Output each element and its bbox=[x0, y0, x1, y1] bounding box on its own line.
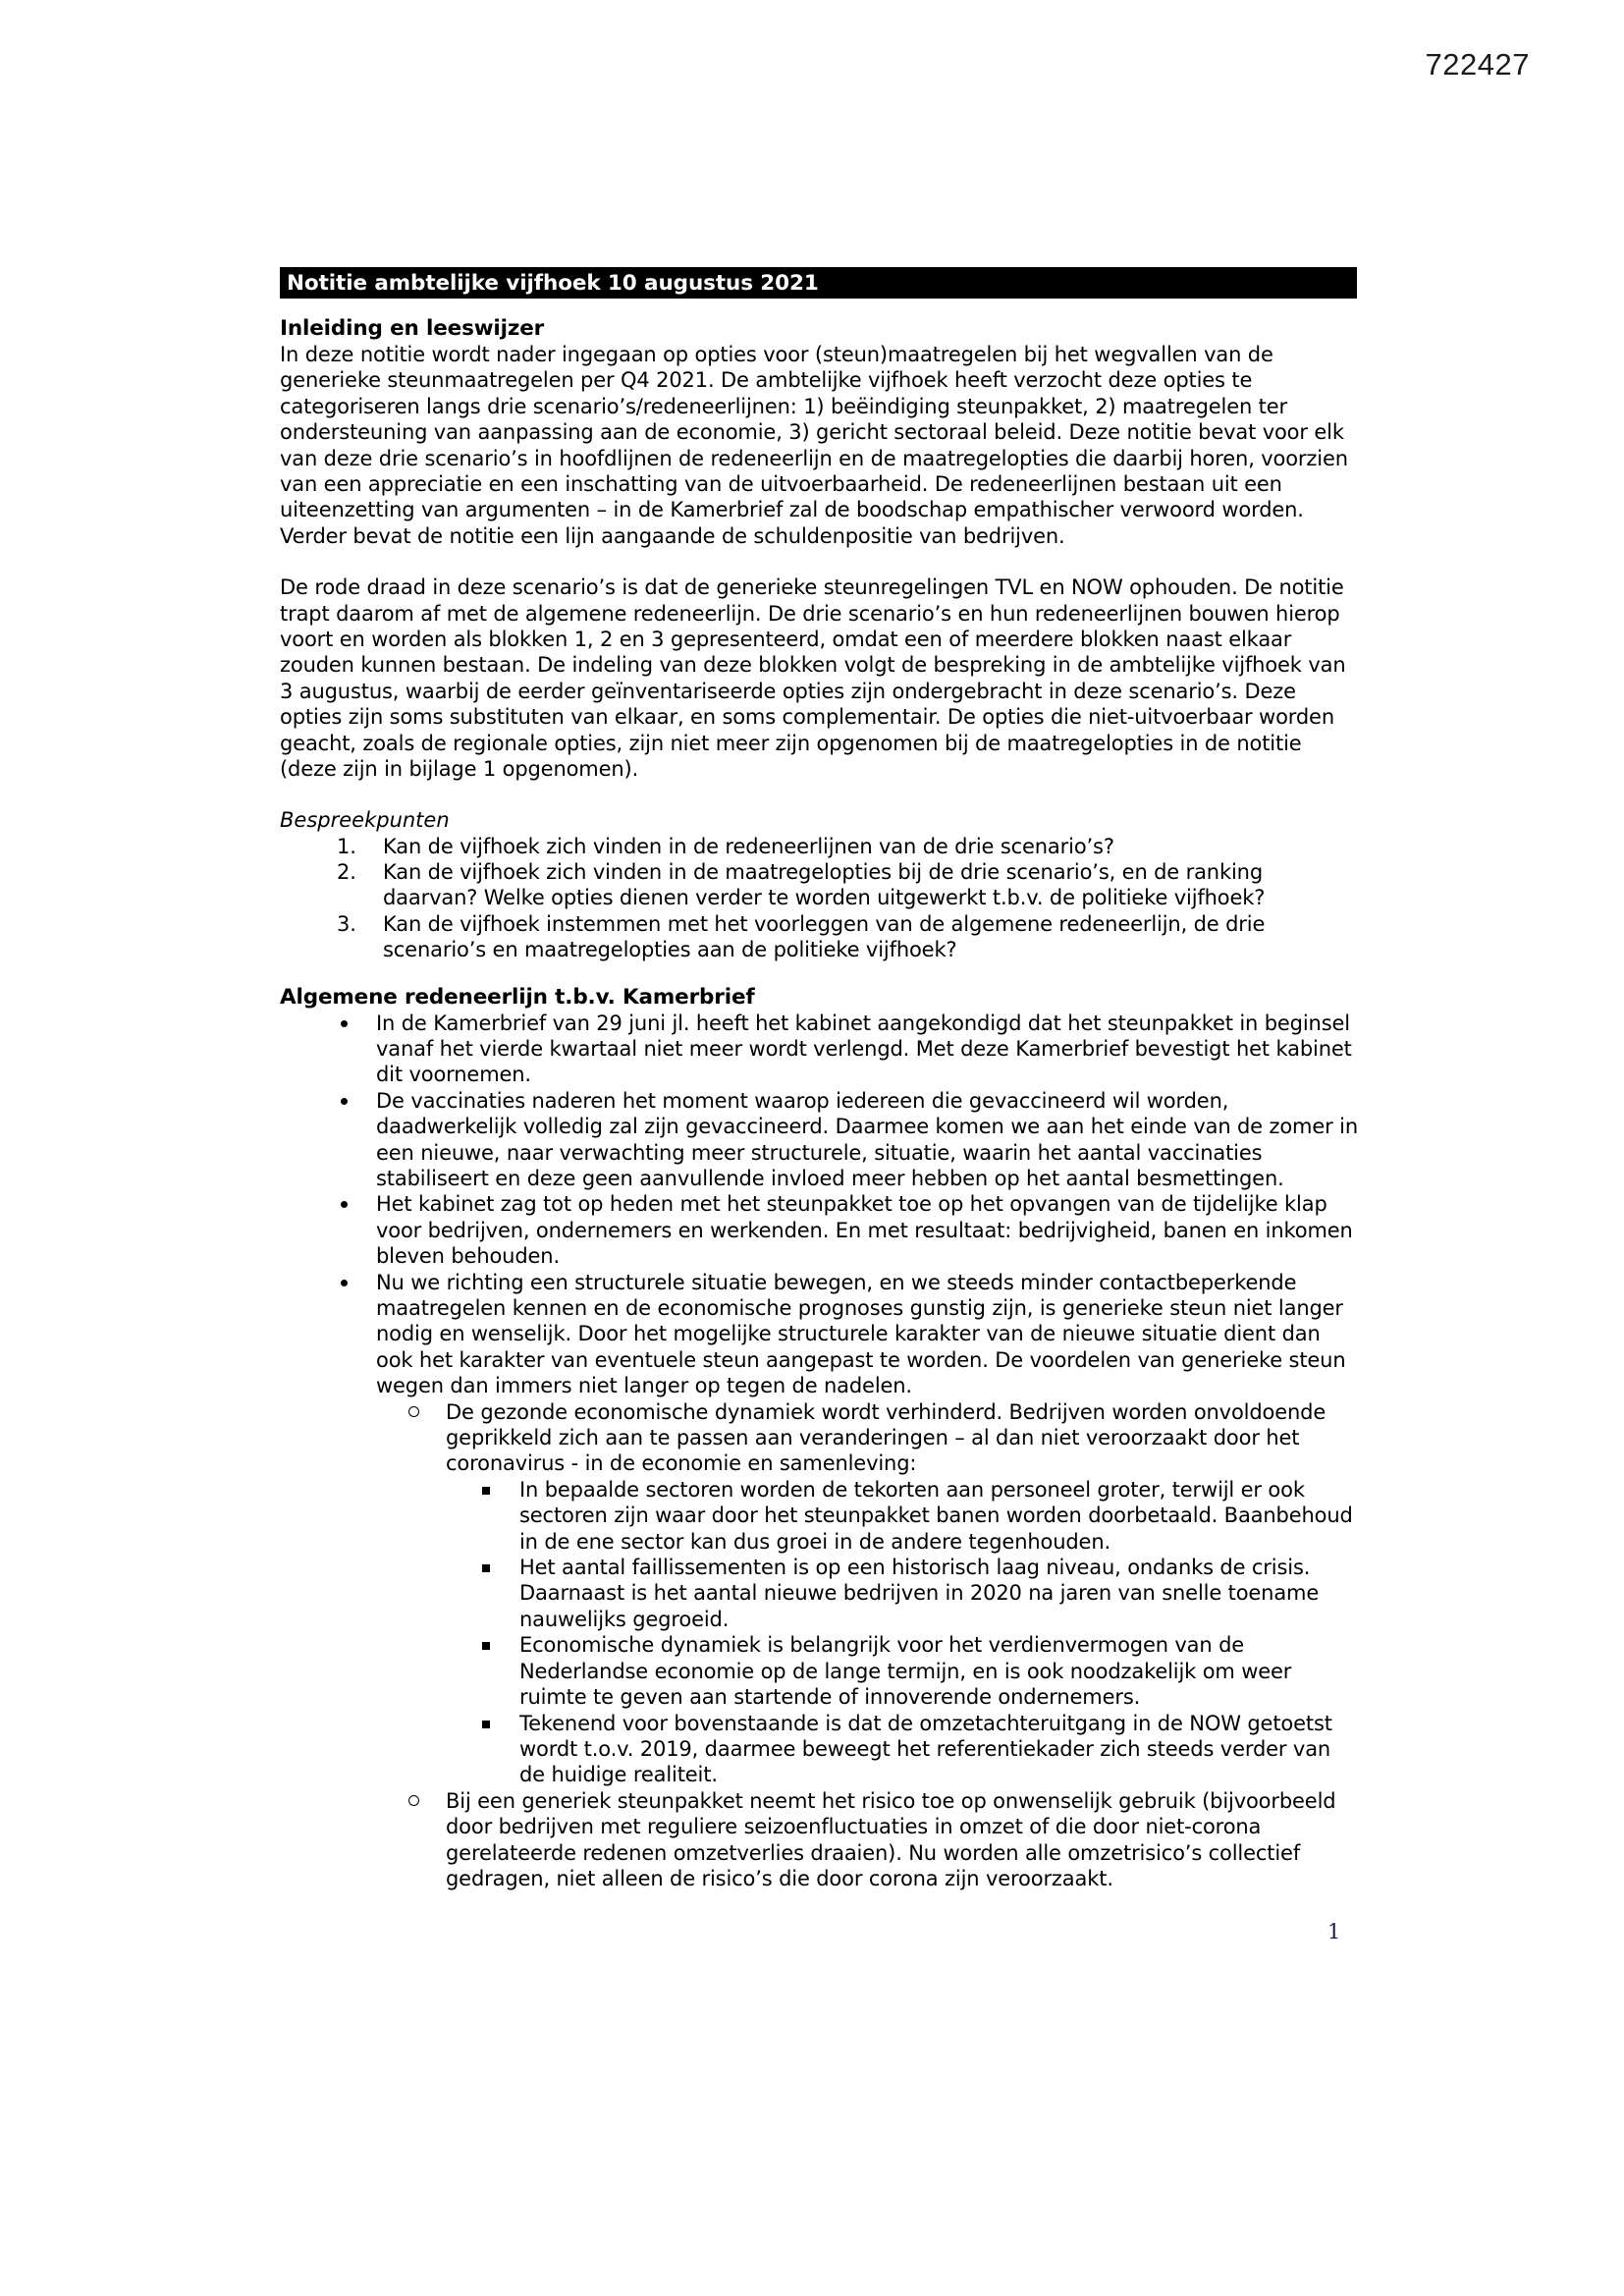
bullet-item bbox=[280, 1011, 1360, 1088]
list-item-text: Kan de vijfhoek zich vinden in de redeneerlijnen van de drie scenario’s? bbox=[383, 834, 1114, 858]
bespreekpunten-list bbox=[280, 834, 1360, 963]
bullet-item bbox=[280, 1270, 1360, 1399]
bullet-square-icon bbox=[482, 1642, 490, 1650]
sub-sub-bullet-text: Economische dynamiek is belangrijk voor het verdienvermogen van de Nederlandse economie op de lange termijn, en is ook noodzakelijk om weer ruimte te geven aan startende of innoverende ondernemers. bbox=[519, 1633, 1292, 1710]
list-item-number: 3. bbox=[337, 911, 356, 936]
bullet-disc-icon bbox=[341, 1020, 348, 1027]
algemene-redeneerlijn-bullets bbox=[280, 1011, 1360, 1892]
document-stamp-number: 722427 bbox=[1425, 47, 1530, 82]
sub-sub-bullet-item bbox=[280, 1632, 1360, 1710]
sub-sub-bullet-text: In bepaalde sectoren worden de tekorten aan personeel groter, terwijl er ook sectoren zijn waar door het steunpakket banen worden doorbetaald. Baanbehoud in de ene sector kan dus groei in de andere tegenhouden. bbox=[519, 1477, 1353, 1554]
sub-bullet-text: De gezonde economische dynamiek wordt verhinderd. Bedrijven worden onvoldoende geprikkeld zich aan te passen aan veranderingen – al dan niet veroorzaakt door het coronavirus - in de economie en samenleving: bbox=[446, 1399, 1326, 1476]
bullet-square-icon bbox=[482, 1564, 490, 1572]
list-item bbox=[280, 834, 1360, 859]
heading-inleiding: Inleiding en leeswijzer bbox=[280, 316, 545, 341]
sub-bullet-text: Bij een generiek steunpakket neemt het risico toe op onwenselijk gebruik (bijvoorbeeld door bedrijven met reguliere seizoenfluctuaties in omzet of die door niet-corona gerelateerde redenen omzetverlies draaien). Nu worden alle omzetrisico’s collectief gedragen, niet alleen de risico’s die door corona zijn veroorzaakt. bbox=[446, 1788, 1336, 1890]
heading-algemene-redeneerlijn: Algemene redeneerlijn t.b.v. Kamerbrief bbox=[280, 984, 755, 1010]
list-item-number: 1. bbox=[337, 834, 356, 858]
bullet-square-icon bbox=[482, 1721, 490, 1728]
sub-sub-bullet-item bbox=[280, 1711, 1360, 1788]
bullet-text: Het kabinet zag tot op heden met het steunpakket toe op het opvangen van de tijdelijke klap voor bedrijven, ondernemers en werkenden. En met resultaat: bedrijvigheid, banen en inkomen bleven behouden. bbox=[376, 1192, 1353, 1269]
bullet-text: Nu we richting een structurele situatie bewegen, en we steeds minder contactbeperkende maatregelen kennen en de economische prognoses gunstig zijn, is generieke steun niet langer nodig en wenselijk. Door het mogelijke structurele karakter van de nieuwe situatie dient dan ook het karakter van eventuele steun aangepast te worden. De voordelen van generieke steun wegen dan immers niet langer op tegen de nadelen. bbox=[376, 1270, 1346, 1398]
sub-sub-bullet-text: Tekenend voor bovenstaande is dat de omzetachteruitgang in de NOW getoetst wordt t.o.v. 2019, daarmee beweegt het referentiekader zich steeds verder van de huidige realiteit. bbox=[519, 1711, 1332, 1787]
page-number: 1 bbox=[1327, 1920, 1341, 1943]
bullet-circle-icon bbox=[408, 1795, 419, 1806]
intro-paragraph-2: De rode draad in deze scenario’s is dat de generieke steunregelingen TVL en NOW ophouden. De notitie trapt daarom af met de algemene redeneerlijn. De drie scenario’s en hun redeneerlijnen bouwen hierop voort en worden als blokken 1, 2 en 3 gepresenteerd, omdat een of meerdere blokken naast elkaar zouden kunnen bestaan. De indeling van deze blokken volgt de bespreking in de ambtelijke vijfhoek van 3 augustus, waarbij de eerder geïnventariseerde opties zijn ondergebracht in deze scenario’s. Deze opties zijn soms substituten van elkaar, en soms complementair. De opties die niet-uitvoerbaar worden geacht, zoals de regionale opties, zijn niet meer zijn opgenomen bij de maatregelopties in de notitie (deze zijn in bijlage 1 opgenomen). bbox=[280, 575, 1346, 782]
heading-bespreekpunten: Bespreekpunten bbox=[280, 807, 450, 832]
bullet-circle-icon bbox=[408, 1406, 419, 1417]
bullet-text: De vaccinaties naderen het moment waarop iedereen die gevaccineerd wil worden, daadwerkelijk volledig zal zijn gevaccineerd. Daarmee komen we aan het einde van de zomer in een nieuwe, naar verwachting meer structurele, situatie, waarin het aantal vaccinaties stabiliseert en deze geen aanvullende invloed meer hebben op het aantal besmettingen. bbox=[376, 1088, 1358, 1190]
bullet-disc-icon bbox=[341, 1201, 348, 1208]
sub-sub-bullet-item bbox=[280, 1555, 1360, 1632]
list-item-text: Kan de vijfhoek instemmen met het voorleggen van de algemene redeneerlijn, de drie scenario’s en maatregelopties aan de politieke vijfhoek? bbox=[383, 911, 1266, 962]
sub-bullet-item bbox=[280, 1399, 1360, 1477]
document-title: Notitie ambtelijke vijfhoek 10 augustus 2021 bbox=[287, 270, 819, 296]
bullet-disc-icon bbox=[341, 1098, 348, 1105]
list-item bbox=[280, 859, 1360, 911]
bullet-square-icon bbox=[482, 1487, 490, 1495]
bullet-text: In de Kamerbrief van 29 juni jl. heeft het kabinet aangekondigd dat het steunpakket in beginsel vanaf het vierde kwartaal niet meer wordt verlengd. Met deze Kamerbrief bevestigt het kabinet dit voornemen. bbox=[376, 1011, 1352, 1087]
list-item-text: Kan de vijfhoek zich vinden in de maatregelopties bij de drie scenario’s, en de ranking daarvan? Welke opties dienen verder te worden uitgewerkt t.b.v. de politieke vijfhoek? bbox=[383, 859, 1266, 910]
bullet-item bbox=[280, 1088, 1360, 1192]
list-item-number: 2. bbox=[337, 859, 356, 884]
intro-paragraph-1: In deze notitie wordt nader ingegaan op opties voor (steun)maatregelen bij het wegvallen van de generieke steunmaatregelen per Q4 2021. De ambtelijke vijfhoek heeft verzocht deze opties te categoriseren langs drie scenario’s/redeneerlijnen: 1) beëindiging steunpakket, 2) maatregelen ter ondersteuning van aanpassing aan de economie, 3) gericht sectoraal beleid. Deze notitie bevat voor elk van deze drie scenario’s in hoofdlijnen de redeneerlijn en de maatregelopties die daarbij horen, voorzien van een appreciatie en een inschatting van de uitvoerbaarheid. De redeneerlijnen bestaan uit een uiteenzetting van argumenten – in de Kamerbrief zal de boodschap empathischer verwoord worden. Verder bevat de notitie een lijn aangaande de schuldenpositie van bedrijven. bbox=[280, 343, 1348, 548]
sub-bullets-level-2 bbox=[280, 1399, 1360, 1892]
sub-bullet-item bbox=[280, 1788, 1360, 1892]
document-title-bar bbox=[280, 267, 1357, 299]
sub-sub-bullet-item bbox=[280, 1477, 1360, 1555]
bullet-item bbox=[280, 1191, 1360, 1269]
list-item bbox=[280, 911, 1360, 963]
document-content bbox=[280, 267, 1360, 1891]
bullet-disc-icon bbox=[341, 1280, 348, 1286]
sub-bullets-level-3 bbox=[280, 1477, 1360, 1788]
sub-sub-bullet-text: Het aantal faillissementen is op een historisch laag niveau, ondanks de crisis. Daarnaast is het aantal nieuwe bedrijven in 2020 na jaren van snelle toename nauwelijks gegroeid. bbox=[519, 1556, 1320, 1631]
